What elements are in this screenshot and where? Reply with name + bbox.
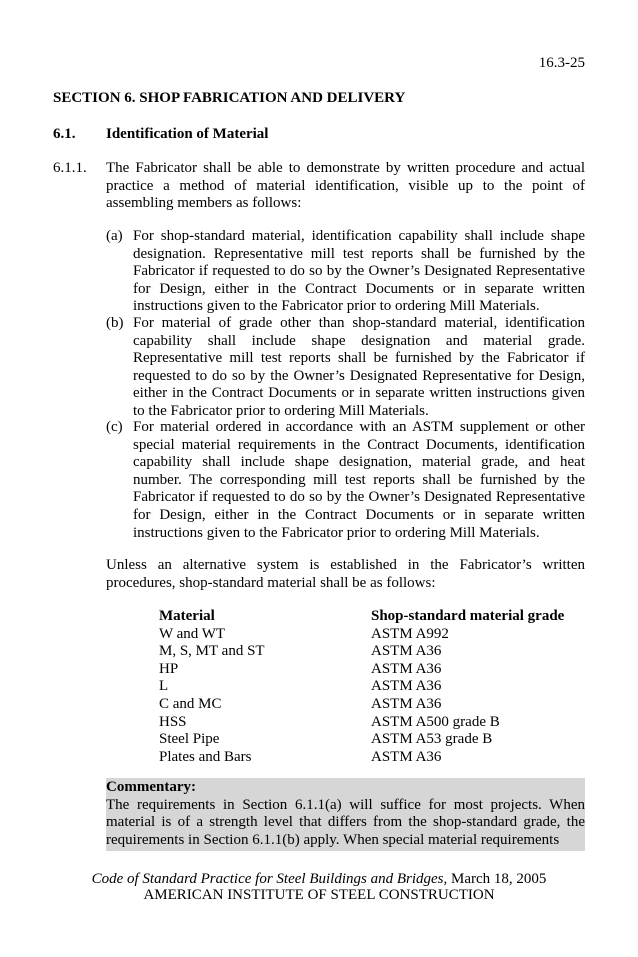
table-cell-grade: ASTM A36 bbox=[371, 695, 442, 712]
list-item-text: For material ordered in accordance with an ASTM supplement or other special material requirements in the Contract Documents, identification capability shall include shape designation, material grade, and heat number. The corresponding mill test reports shall be furnished by the Fabricator if requested to do so by the Owner’s Designated Representative for Design, either in the Contract Documents or in separate written instructions given to the Fabricator prior to ordering Mill Materials. bbox=[133, 419, 585, 541]
table-cell-grade: ASTM A36 bbox=[371, 678, 442, 695]
footer-date: , March 18, 2005 bbox=[443, 871, 547, 887]
table-cell-material: HSS bbox=[159, 713, 187, 730]
table-row bbox=[159, 678, 579, 696]
paragraph-number: 6.1.1. bbox=[53, 160, 87, 176]
table-cell-grade: ASTM A53 grade B bbox=[371, 731, 493, 748]
table-cell-grade: ASTM A36 bbox=[371, 643, 442, 660]
table-cell-material: C and MC bbox=[159, 695, 222, 712]
list-item-label: (c) bbox=[106, 419, 123, 435]
footer-organization: AMERICAN INSTITUTE OF STEEL CONSTRUCTION bbox=[143, 887, 495, 903]
list-item bbox=[106, 315, 585, 421]
table-header-row bbox=[159, 608, 579, 626]
column-header-material: Material bbox=[159, 608, 215, 624]
list-item-text: For material of grade other than shop-standard material, identification capability shall include shape designation and material grade. Representative mill test reports shall be furnished by the Fabricator if requested to do so by the Owner’s Designated Representative for Design, either in the Contract Documents or in separate written instructions given to the Fabricator prior to ordering Mill Materials. bbox=[133, 315, 585, 419]
table-cell-grade: ASTM A500 grade B bbox=[371, 713, 500, 730]
list-item-label: (b) bbox=[106, 315, 124, 331]
footer-code-title: Code of Standard Practice for Steel Buildings and Bridges bbox=[91, 871, 444, 887]
table-cell-material: Plates and Bars bbox=[159, 748, 252, 765]
paragraph-text: The Fabricator shall be able to demonstrate by written procedure and actual practice a method of material identification, visible up to the point of assembling members as follows: bbox=[106, 160, 585, 212]
commentary-title: Commentary: bbox=[106, 779, 196, 795]
table-row bbox=[159, 731, 579, 749]
table-cell-material: M, S, MT and ST bbox=[159, 643, 265, 660]
table-cell-material: L bbox=[159, 678, 169, 695]
table-row bbox=[159, 714, 579, 732]
table-row bbox=[159, 696, 579, 714]
table-cell-material: W and WT bbox=[159, 625, 226, 642]
table-row bbox=[159, 643, 579, 661]
commentary-text: The requirements in Section 6.1.1(a) will suffice for most projects. When material is of a strength level that differs from the shop-standard grade, the requirements in Section 6.1.1(b) apply. When special material requirements bbox=[106, 796, 585, 848]
table-cell-grade: ASTM A36 bbox=[371, 660, 442, 677]
footer-citation bbox=[0, 871, 638, 888]
commentary-box bbox=[106, 778, 585, 851]
table-cell-grade: ASTM A36 bbox=[371, 748, 442, 765]
table-row bbox=[159, 749, 579, 767]
list-item-text: For shop-standard material, identification capability shall include shape designation. Representative mill test reports shall be furnished by the Fabricator if requested to do so by the Owner’s Designated Representative for Design, either in the Contract Documents or in separate written instructions given to the Fabricator prior to ordering Mill Materials. bbox=[133, 228, 585, 315]
section-title: SECTION 6. SHOP FABRICATION AND DELIVERY bbox=[53, 90, 406, 106]
material-table bbox=[159, 608, 579, 766]
list-item-label: (a) bbox=[106, 228, 123, 244]
list-item bbox=[106, 228, 585, 316]
table-row bbox=[159, 626, 579, 644]
table-cell-material: HP bbox=[159, 660, 179, 677]
table-cell-material: Steel Pipe bbox=[159, 731, 220, 748]
shop-standard-intro: Unless an alternative system is established in the Fabricator’s written procedures, shop-standard material shall be as follows: bbox=[106, 557, 585, 591]
page-number: 16.3-25 bbox=[538, 55, 585, 71]
subsection-title: Identification of Material bbox=[106, 126, 269, 142]
column-header-grade: Shop-standard material grade bbox=[371, 608, 565, 624]
table-cell-grade: ASTM A992 bbox=[371, 625, 449, 642]
subsection-number: 6.1. bbox=[53, 126, 76, 142]
list-item bbox=[106, 419, 585, 542]
table-row bbox=[159, 661, 579, 679]
